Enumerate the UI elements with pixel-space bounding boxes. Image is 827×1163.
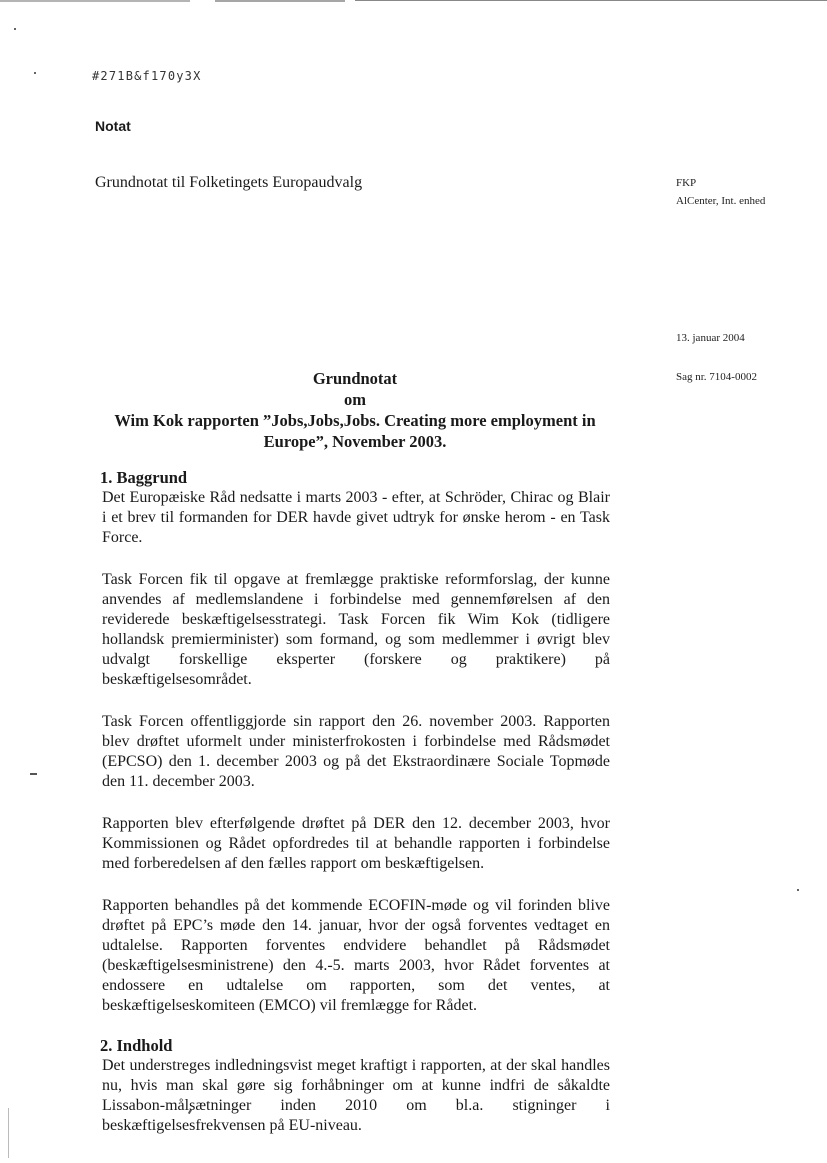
paragraph: Task Forcen fik til opgave at fremlægge praktiske reformforslag, der kunne anvendes af medlemslandene i forbindelse med gennemførelsen af den reviderede beskæftigelsesstrategi. Task Forcen fik Wim Kok (tidligere hollandsk premierminister) som formand, og som medlemmer i øvrigt blev udvalgt forskellige eksperter (forskere og praktikere) på beskæftigelsesområdet. (102, 571, 610, 688)
paragraph: Det understreges indledningsvist meget kraftigt i rapporten, at der skal handles nu, hvis man skal gøre sig forhåbninger om at kunne indfri de såkaldte Lissabon-målsætninger inden 2010 om bl.a. stigninger i beskæftigelsesfrekvensen på EU-niveau. (102, 1057, 610, 1134)
title-line: Grundnotat (312, 369, 398, 388)
paragraph: Task Forcen offentliggjorde sin rapport den 26. november 2003. Rapporten blev drøftet uformelt under ministerfrokosten i forbindelse med Rådsmødet (EPCSO) den 1. december 2003 og på det Ekstraordinære Sociale Topmøde den 11. december 2003. (102, 713, 610, 790)
scan-edge-line (355, 0, 827, 1)
title-line: Wim Kok rapporten ”Jobs,Jobs,Jobs. Creating more employment in Europe”, November 2003. (114, 411, 596, 451)
paragraph: Det Europæiske Råd nedsatte i marts 2003 - efter, at Schröder, Chirac og Blair i et brev til formanden for DER havde givet udtryk for ønske herom - en Task Force. (102, 489, 610, 546)
document-subtitle: Grundnotat til Folketingets Europaudvalg (95, 174, 363, 191)
sidebar-unit: AlCenter, Int. enhed (676, 195, 766, 207)
document-type-label: Notat (95, 118, 131, 134)
paragraph: Rapporten blev efterfølgende drøftet på DER den 12. december 2003, hvor Kommissionen og Rådet opfordredes til at behandle rapporten i forbindelse med forberedelsen af den fælles rapport om beskæftigelsen. (102, 815, 610, 872)
margin-mark (8, 1108, 9, 1158)
margin-mark (30, 773, 37, 775)
document-body (102, 468, 610, 1158)
sidebar-date: 13. januar 2004 (676, 332, 745, 344)
scan-speck (797, 889, 799, 891)
sidebar-case-number: Sag nr. 7104-0002 (676, 371, 757, 383)
scan-edge-line (0, 0, 190, 2)
document-id-code: #271B&f170y3X (92, 69, 202, 83)
section-heading: 2. Indhold (100, 1036, 173, 1055)
document-title (96, 368, 614, 452)
title-line: om (344, 390, 366, 409)
scan-speck (14, 28, 16, 30)
scan-edge-line (215, 0, 345, 2)
scan-speck (34, 72, 36, 74)
section-heading: 1. Baggrund (100, 468, 188, 487)
paragraph: Rapporten behandles på det kommende ECOFIN-møde og vil forinden blive drøftet på EPC’s møde den 14. januar, hvor der også forventes vedtaget en udtalelse. Rapporten forventes endvidere behandlet på Rådsmødet (beskæftigelsesministrene) den 4.-5. marts 2003, hvor Rådet forventes at endossere en udtalelse om rapporten, som det ventes, at beskæftigelseskomiteen (EMCO) vil fremlægge for Rådet. (102, 897, 610, 1014)
sidebar-department: FKP (676, 177, 697, 189)
